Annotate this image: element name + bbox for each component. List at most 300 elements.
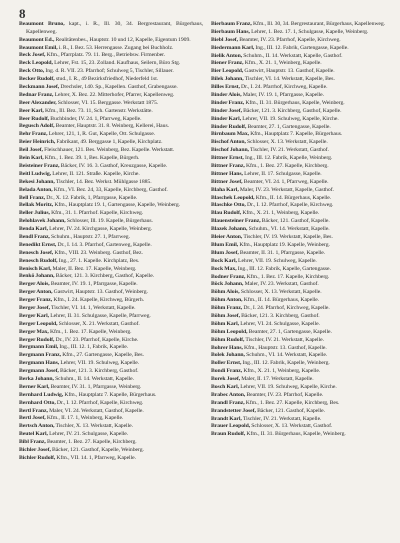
directory-entry — [19, 439, 203, 447]
entry-name: Blauensteiner Franz, — [211, 218, 261, 225]
entry-details: Beamter, 27. 1, Gartengasse, Kapelle. — [247, 123, 331, 130]
entry-name: Brandstetter Josef, — [211, 407, 256, 414]
directory-entry — [211, 234, 395, 242]
entry-name: Bierbaum Franz, — [211, 21, 252, 27]
directory-entry — [211, 84, 395, 92]
entry-details: Dr., I. 24. Pfarrhof, Kirchweg, Kapelle. — [241, 84, 328, 91]
entry-details: Lehrer, VII. 19. Schulweg, Kapelle. — [238, 257, 317, 264]
entry-details: Lehrer, Fst. 15, 23. Zolland. Kaufhaus, Seilern, Büro Stg. — [54, 60, 181, 67]
directory-entry — [211, 400, 395, 408]
entry-details: Fleischhauer, 121. Bes. Weinberg, Bez. Kapelle. Werkstatt. — [44, 147, 175, 154]
entry-details: Ing., III. 12. 1, Fabrik, Kapelle. — [59, 344, 129, 351]
entry-name: Beller Julius, — [19, 210, 50, 217]
entry-details: Kfm., 31. 1. Pfarrhof. Kapelle, Kirchweg. — [51, 210, 144, 217]
entry-name: Berka Johann, — [19, 375, 54, 382]
entry-details: Maler, IV. 19. 1, Pfarrgasse, Kapelle. — [242, 92, 325, 99]
directory-entry — [211, 242, 395, 250]
directory-entry — [211, 68, 395, 76]
entry-details: Schuhm., II. 14. Werkstatt, Kapelle. — [55, 375, 135, 382]
entry-name: Borek Josef, — [211, 376, 241, 383]
entry-name: Beckmann Josef, — [19, 84, 60, 91]
entry-name: Birnbaum Max, — [211, 131, 250, 138]
directory-entry — [211, 368, 395, 376]
directory-entry — [211, 337, 395, 345]
entry-details: Tischler, 14. Bez. Werkst. Mühlgasse 1885. — [55, 178, 152, 185]
entry-details: Kfm., 1. Bez. 27. Kapelle, Kirchberg. — [245, 163, 329, 170]
entry-name: Bischof Johann, — [211, 147, 249, 154]
entry-details: Dr., X. 12. Fabrik, 1, Pfarrgasse, Kapelle. — [46, 194, 138, 201]
entry-details: Kfm., VIII. 23. Weinberg. Gasthof, Bez. — [54, 249, 143, 256]
entry-name: Boller Ernst, — [211, 360, 242, 367]
entry-name: Bierbaum Hans, — [211, 28, 250, 35]
entry-name: Bolek Johann, — [211, 352, 245, 359]
entry-details: Kfm., X. 21. 1, Weinberg, Kapelle. — [244, 60, 322, 67]
entry-name: Bertsch Anton, — [19, 423, 55, 430]
directory-entry — [19, 376, 203, 384]
directory-entry — [211, 100, 395, 108]
entry-name: Beitl Ludwig, — [19, 170, 52, 177]
entry-details: Kfm., VI. Bez. 24, 33, Kapelle, Kirchberg, Gasthof. — [53, 186, 168, 193]
directory-entry — [211, 289, 395, 297]
entry-details: Beamter, 1. Bez. 27. Kapelle, Kirchberg. — [46, 439, 137, 446]
entry-name: Belada Anton, — [19, 186, 53, 193]
entry-name: Bernhard Otto, — [19, 399, 56, 406]
entry-name: Benedikt Ernst, — [19, 241, 57, 248]
entry-name: Beutel Karl, — [19, 431, 48, 438]
entry-name: Blau Rudolf, — [211, 210, 242, 217]
directory-entry — [19, 226, 203, 234]
entry-name: Bendl Franz, — [19, 233, 50, 240]
entry-details: Beamter, II. 31. 1, Pfarrgasse, Kapelle. — [239, 249, 326, 256]
entry-name: Bittner Ernst, — [211, 155, 244, 162]
entry-name: Bier Leopold, — [211, 68, 244, 75]
entry-details: Buchbinder, IV. 24. 1, Pfarrweg, Kapelle. — [50, 115, 142, 122]
directory-entry — [19, 179, 203, 187]
entry-name: Berger Leopold, — [19, 320, 58, 327]
entry-name: Binder Franz, — [211, 99, 245, 106]
directory-entry — [19, 392, 203, 400]
directory-entry — [211, 352, 395, 360]
entry-details: Beamter, IV. 23. Pfarrhof, Kapelle, Kirchweg. — [239, 36, 341, 43]
directory-entry — [19, 258, 203, 266]
entry-name: Bednar Franz, — [19, 91, 54, 98]
directory-entry — [19, 108, 203, 116]
entry-name: Bosch Karl, — [211, 383, 240, 390]
entry-details: Beamter, VI. 24. 1, Pfarrweg, Kapelle. — [243, 178, 329, 185]
entry-details: Lehrer, X. Bez. 22. Mitterhofer, Pfarrer, Kapellenweg. — [54, 91, 175, 98]
directory-entry — [19, 447, 203, 455]
entry-details: Kfm., II. 17. 1, Weinberg, Kapelle. — [46, 415, 124, 422]
entry-details: Bäcker, 121. Gasthof, Kapelle. — [261, 218, 330, 225]
entry-details: Schuhm., VI. 14. Werkstatt, Kapelle. — [246, 352, 328, 359]
directory-entry — [19, 313, 203, 321]
directory-entry — [19, 131, 203, 139]
entry-details: Schlosser, X. 13. Werkstatt, Gasthof. — [251, 423, 333, 430]
entry-details: kapt., i. R., Ill. 30, 34. Bergrestaurant, Bürgerhaus, Kapellenweg. — [26, 21, 203, 35]
directory-entry — [211, 376, 395, 384]
directory-entry — [19, 21, 203, 37]
entry-details: Fabrikant, 49. Berggasse 1, Kapelle, Kirchplatz. — [56, 139, 163, 146]
entry-details: Dr., I. 14. 3. Pfarrhof, Gartenweg, Kapelle. — [57, 241, 152, 248]
entry-details: Schlosser, X. 13. Werkstatt, Kapelle. — [240, 289, 322, 296]
entry-details: Ing., III. 12. Fabrik, Kapelle, Weinberg. — [245, 155, 333, 162]
directory-entry — [211, 408, 395, 416]
entry-name: Benda Karl, — [19, 226, 48, 233]
entry-name: Bibl Franz, — [19, 439, 46, 446]
entry-name: Brabec Anton, — [211, 391, 246, 398]
directory-entry — [19, 210, 203, 218]
directory-entry — [19, 116, 203, 124]
directory-entry — [211, 45, 395, 53]
directory-entry — [19, 76, 203, 84]
entry-details: Tischler, IV. 21. Werkstatt, Kapelle. — [242, 415, 322, 422]
entry-name: Böhm Alois, — [211, 289, 240, 296]
entry-details: Bäcker, 121. 3. Kirchberg, Gasthof, Kapelle. — [55, 273, 155, 280]
entry-details: Maler, VI. 24. Werkstatt, Gasthof, Kapelle. — [49, 407, 144, 414]
entry-details: Bäcker, 121. 3. Kirchberg, Gasthof, Kapelle. — [243, 107, 342, 114]
entry-details: Tischler, X. 13. Werkstatt, Kapelle. — [55, 423, 133, 430]
entry-name: Biebl Josef, — [211, 36, 239, 43]
directory-entry — [211, 139, 395, 147]
directory-entry — [211, 29, 395, 37]
entry-name: Bertl Franz, — [19, 407, 48, 414]
entry-details: Schlosser, VI. 15. Berggasse. Werkstatt 1875. — [57, 99, 159, 106]
entry-details: Dr., I. 12. Pfarrhof, Kapelle, Kirchweg. — [247, 202, 334, 209]
entry-name: Billes Ernst, — [211, 84, 240, 91]
entry-details: Beamter, IV. 23. Pfarrhof, Kapelle. — [246, 391, 324, 398]
entry-details: Lehrer, IV. 21. Schulgasse, Kapelle. — [49, 431, 129, 438]
entry-name: Bohrer Hans, — [211, 344, 243, 351]
directory-entry — [211, 305, 395, 313]
entry-name: Bernhard Ludwig, — [19, 391, 64, 398]
entry-name: Berger Franz, — [19, 297, 53, 304]
entry-name: Bilek Johann, — [211, 76, 244, 83]
directory-entry — [211, 116, 395, 124]
directory-entry — [211, 297, 395, 305]
entry-details: Kfm., Hauptstr. 13. Gasthof, Kapelle. — [244, 344, 327, 351]
entry-name: Bergmann Franz, — [19, 352, 62, 359]
directory-entry — [19, 297, 203, 305]
entry-name: Berger Alois, — [19, 281, 50, 288]
entry-details: Tischler, VI. 14. Werkstatt, Kapelle, Bes. — [244, 76, 335, 83]
left-column — [19, 21, 203, 463]
entry-details: Dr., I. 24. Pfarrhof, Kirchweg, Kapelle. — [243, 305, 330, 312]
entry-name: Berger Max, — [19, 328, 49, 335]
entry-details: Kfm., II. 31. Bürgerhaus, Kapelle, Weinberg. — [245, 99, 345, 106]
entry-name: Brandt Karl, — [211, 415, 242, 422]
directory-entry — [19, 431, 203, 439]
entry-details: Kfm., Pfarrplatz. 79. 11. Berg., Betriebsw. Firmenber. — [46, 52, 166, 59]
entry-details: Ing., III. 12. Fabrik, Gartengasse, Kapelle. — [255, 44, 349, 51]
directory-entry — [211, 108, 395, 116]
entry-name: Blaschke Otto, — [211, 202, 246, 209]
entry-details: Realitätenbes., Hauptstr. 10 und 12, Kapelle, Eigentum 1909. — [55, 36, 191, 43]
entry-details: Kfm., 1. Bez. 17. Kapelle, Kirchberg. — [246, 273, 330, 280]
entry-details: Kfm., Ill. Bez. 73. 11, Sch. Gartenstr. Werkstätte. — [44, 107, 153, 114]
entry-name: Braun Rudolf, — [211, 431, 246, 438]
entry-name: Binder Josef, — [211, 107, 242, 114]
entry-name: Biener Franz, — [211, 60, 244, 67]
directory-entry — [19, 37, 203, 45]
entry-name: Beck Otto, — [19, 68, 45, 75]
entry-details: Kfm., 27. Gartengasse, Kapelle, Bes. — [62, 352, 144, 359]
entry-name: Bondi Franz, — [211, 368, 243, 375]
entry-details: Schuhm., II. 14. Werkstatt, Kapelle, Gasthof. — [243, 52, 343, 59]
directory-entry — [211, 171, 395, 179]
entry-name: Berger Anton, — [19, 289, 53, 296]
entry-details: Dr., I. 12. Pfarrhof, Kapelle, Kirchweg. — [56, 399, 144, 406]
entry-name: Bittner Franz, — [211, 163, 245, 170]
entry-details: Schuhm., VI. 14. Werkstatt, Kapelle. — [248, 226, 330, 233]
entry-name: Beer Karl, — [19, 107, 44, 114]
directory-entry — [19, 218, 203, 226]
directory-entry — [19, 147, 203, 155]
entry-name: Bielik Anton, — [211, 52, 243, 59]
entry-details: stud., I. R., 49 Bezirksfriedhof, Niederfeld 1st. — [55, 76, 159, 83]
entry-name: Binder Karl, — [211, 115, 242, 122]
entry-name: Bekesi Johann, — [19, 178, 55, 185]
directory-entry — [211, 258, 395, 266]
directory-entry — [211, 76, 395, 84]
entry-name: Benesch Josef, — [19, 249, 54, 256]
directory-entry — [211, 21, 395, 29]
entry-name: Böhm Karl, — [211, 320, 240, 327]
entry-details: Beamter, 27. 1, Gartengasse, Kapelle. — [248, 328, 332, 335]
entry-name: Berger Karl, — [19, 312, 50, 319]
entry-details: Ing., III. 12. Fabrik, Kapelle, Weinberg. — [242, 360, 330, 367]
directory-entry — [211, 392, 395, 400]
entry-details: Ing., III. 12. Fabrik, Kapelle, Gartengasse. — [237, 265, 331, 272]
entry-name: Behr Franz, — [19, 131, 48, 138]
directory-entry — [19, 415, 203, 423]
directory-entry — [211, 179, 395, 187]
directory-entry — [211, 92, 395, 100]
entry-details: Gastwirt, Hauptstr. 13. Gasthof, Weinberg. — [53, 289, 148, 296]
entry-details: Maler, II. 17. Werkstatt, Kapelle. — [241, 376, 314, 383]
directory-entry — [19, 123, 203, 131]
directory-entry — [19, 242, 203, 250]
entry-name: Benisch Karl, — [19, 265, 52, 272]
entry-details: Kfm., X. 21. 1, Weinberg, Kapelle. — [242, 210, 320, 217]
entry-name: Bergmann Josef, — [19, 368, 59, 375]
entry-details: i. R., I. Bez. 53. Herrengasse. Zugang bei Buchholz. — [58, 44, 174, 51]
entry-name: Becker Rudolf, — [19, 76, 55, 83]
right-column — [211, 21, 395, 439]
entry-name: Beier Heinrich, — [19, 139, 56, 146]
entry-details: Ing. d. R. VII. 23. Pfarrhof; Schulweg 5, Tischler, Sillauer. — [45, 68, 174, 75]
entry-details: Beamter, IV. 31. 1, Pfarrgasse, Weinberg. — [50, 383, 142, 390]
entry-name: Beer Alexander, — [19, 99, 57, 106]
directory-entry — [19, 368, 203, 376]
directory-entry — [211, 131, 395, 139]
directory-entry — [19, 281, 203, 289]
entry-details: Kfm., Hauptplatz 7. Kapelle, Bürgerhaus. — [64, 391, 157, 398]
entry-name: Bein Karl, — [19, 155, 44, 162]
entry-details: Kfm., 1. Bez. 27. Kapelle, Kirchberg, Bes. — [245, 399, 340, 406]
entry-name: Begusch Adolf, — [19, 123, 55, 130]
directory-entry — [19, 384, 203, 392]
directory-entry — [19, 68, 203, 76]
entry-details: Lehrer, VII. 19. Schulweg, Kapelle, Kirche. — [240, 383, 337, 390]
entry-name: Bischof Anton, — [211, 139, 246, 146]
entry-name: Brandl Franz, — [211, 399, 245, 406]
directory-entry — [19, 234, 203, 242]
entry-details: Maler, IV. 23. Werkstatt, Kapelle, Gasthof. — [239, 186, 334, 193]
entry-name: Bock Max, — [211, 265, 237, 272]
entry-name: Bodner Franz, — [211, 273, 246, 280]
entry-details: Schuhm., Hauptstr. 27. 1, Pfarrweg. — [51, 233, 130, 240]
entry-name: Beaumont Ed., — [19, 36, 55, 43]
entry-details: Lehrer, II. 121. Straße. Kapelle, Kirche. — [52, 170, 140, 177]
directory-entry — [19, 423, 203, 431]
entry-details: Lehrer, 121, 1, R. Gut, Kapelle, Ott. Schulgasse. — [48, 131, 156, 138]
entry-details: Kfm., X. 21. 1, Weinberg, Kapelle. — [243, 368, 321, 375]
directory-entry — [211, 321, 395, 329]
entry-name: Berner Karl, — [19, 383, 50, 390]
directory-entry — [19, 400, 203, 408]
entry-details: Ing., 27. 1. Kapelle. Kirchplatz, Bes. — [58, 257, 140, 264]
entry-name: Binder Alois, — [211, 92, 242, 99]
directory-entry — [19, 187, 203, 195]
entry-details: Kfm., Ill. 30, 34. Bergrestaurant, Bürgerhaus, Kapellenweg. — [252, 21, 386, 27]
entry-name: Brauer Leopold, — [211, 423, 251, 430]
entry-details: Schlosser, X. 13. Werkstatt, Kapelle. — [247, 139, 328, 146]
entry-details: Bäcker, 121. Gasthof, Kapelle. — [257, 407, 326, 414]
entry-details: Maler, II. Bez. 17. Kapelle, Weinberg. — [52, 265, 137, 272]
entry-details: Kfm., I. 24. Kapelle, Kirchweg, Bürgerh. — [53, 297, 145, 304]
entry-name: Bergmann Emil, — [19, 344, 59, 351]
directory-entry — [211, 329, 395, 337]
entry-details: Schlosser, X. 21. Werkstatt, Gasthof. — [58, 320, 140, 327]
entry-details: Kfm., VII. 14. 1, Pfarrweg, Kapelle. — [56, 454, 136, 461]
directory-entry — [211, 313, 395, 321]
entry-name: Bergmann Hans, — [19, 360, 60, 367]
directory-entry — [19, 139, 203, 147]
entry-name: Bertl Josef, — [19, 415, 46, 422]
entry-name: Bellak Moritz, — [19, 202, 54, 209]
entry-name: Böck Johann, — [211, 281, 244, 288]
directory-entry — [19, 250, 203, 258]
directory-entry — [211, 37, 395, 45]
entry-name: Böhm Anton, — [211, 297, 243, 304]
entry-details: Kfm., Hauptplatz 19. Kapelle, Weinberg. — [239, 241, 330, 248]
directory-entry — [211, 155, 395, 163]
entry-details: Beamter, Hauptstr. 31. 8. Weinberg, Kellerei, Haus. — [55, 123, 169, 130]
directory-entry — [211, 187, 395, 195]
entry-name: Biedermann Karl, — [211, 44, 255, 51]
entry-details: Maler, IV. 23. Werkstatt, Gasthof. — [244, 281, 319, 288]
entry-details: Kfm., II. 14. Bürgerhaus, Kapelle. — [255, 194, 332, 201]
entry-name: Beer Rudolf, — [19, 115, 50, 122]
entry-details: Tischler, IV. 21. Werkstatt, Kapelle. — [245, 336, 324, 343]
entry-details: Kfm., 1. Bez. 39. 1, Bes. Kapelle, Bürgerh. — [44, 155, 140, 162]
entry-name: Bock Karl, — [211, 257, 237, 264]
entry-details: Lehrer, II. 31. Schulgasse, Kapelle, Pfarrweg. — [50, 312, 151, 319]
entry-details: Tischler, IV. 19. Werkstatt, Kapelle, Bes. — [243, 234, 333, 241]
entry-name: Böhm Rudolf, — [211, 336, 245, 343]
directory-entry — [211, 345, 395, 353]
directory-entry — [19, 100, 203, 108]
directory-entry — [19, 329, 203, 337]
entry-details: Gastwirt, Hauptstr. 13. Gasthof, Kapelle. — [244, 68, 335, 75]
page-number: 8 — [19, 6, 26, 21]
entry-name: Blazek Johann, — [211, 226, 248, 233]
entry-name: Bittner Josef, — [211, 178, 243, 185]
entry-details: Beamter, IV. 19. 1, Pfarrgasse, Kapelle. — [50, 281, 138, 288]
entry-name: Böhm Franz, — [211, 305, 243, 312]
directory-entry — [19, 155, 203, 163]
entry-name: Binder Rudolf, — [211, 123, 247, 130]
directory-entry — [211, 384, 395, 392]
entry-name: Berger Josef, — [19, 304, 50, 311]
directory-entry — [211, 250, 395, 258]
entry-details: Kfm., II. 31. Bürgerhaus, Kapelle, Weinberg. — [246, 431, 346, 438]
entry-details: Kfm., Hauptplatz 19. 1, Gartengasse, Kapelle, Weinberg. — [54, 202, 181, 209]
entry-name: Belohlavek Johann, — [19, 218, 66, 225]
entry-name: Bell Franz, — [19, 194, 46, 201]
entry-name: Beil Josef, — [19, 147, 43, 154]
entry-name: Böhm Josef, — [211, 312, 240, 319]
directory-entry — [19, 171, 203, 179]
directory-entry — [211, 360, 395, 368]
directory-entry — [19, 352, 203, 360]
directory-entry — [19, 84, 203, 92]
directory-entry — [19, 305, 203, 313]
entry-name: Beaumont Emil, — [19, 44, 58, 51]
entry-details: Lehrer, II. 17. Schulgasse, Kapelle. — [244, 170, 322, 177]
entry-name: Beck Josef, — [19, 52, 46, 59]
entry-name: Blaha Karl, — [211, 186, 239, 193]
entry-name: Blum Emil, — [211, 241, 239, 248]
entry-details: Schlosser, Ill. 19. Kapelle, Bürgerhaus. — [66, 218, 153, 225]
entry-name: Blaschek Leopold, — [211, 194, 255, 201]
directory-entry — [19, 337, 203, 345]
directory-entry — [19, 321, 203, 329]
entry-name: Bleier Anton, — [211, 234, 243, 241]
directory-entry — [211, 218, 395, 226]
entry-details: Bäcker, 121. 3. Kirchberg, Gasthof. — [241, 312, 320, 319]
directory-entry — [211, 266, 395, 274]
entry-details: Lehrer, VI. 24. Schulgasse, Kapelle. — [240, 320, 320, 327]
directory-entry — [19, 92, 203, 100]
entry-name: Bichler Rudolf, — [19, 454, 56, 461]
entry-name: Beisteiner Franz, — [19, 162, 60, 169]
entry-details: Tischler, VI. 14. 1, Werkstatt, Kapelle. — [51, 304, 136, 311]
entry-name: Beck Leopold, — [19, 60, 53, 67]
directory-entry — [211, 147, 395, 155]
entry-name: Böhm Leopold, — [211, 328, 248, 335]
entry-details: Kfm., 1. Bez. 17. Kapelle, Weinberg. — [49, 328, 132, 335]
entry-name: Bittner Hans, — [211, 170, 243, 177]
directory-entry — [19, 163, 203, 171]
entry-name: Benesch Rudolf, — [19, 257, 58, 264]
entry-details: Kfm., Hauptplatz 7. Kapelle, Bürgerhaus. — [250, 131, 343, 138]
entry-details: Lehrer, VII. 19. Schulweg, Kapelle. — [60, 360, 140, 367]
entry-name: Beaumont Bruno, — [19, 21, 65, 27]
entry-details: Dr., IV. 23. Pfarrhof, Kapelle, Kirche. — [55, 336, 139, 343]
entry-details: Tischler, IV. 21. Werkstatt, Gasthof. — [250, 147, 329, 154]
directory-entry — [211, 163, 395, 171]
entry-details: Drechsler, 140. Sp., Kapellen. Gasthof, Grabengasse. — [60, 84, 178, 91]
directory-entry — [211, 431, 395, 439]
entry-details: Bäcker, 121. Gasthof, Kapelle, Weinberg. — [52, 447, 144, 453]
directory-entry — [19, 455, 203, 463]
directory-entry — [19, 60, 203, 68]
entry-name: Berger Rudolf, — [19, 336, 55, 343]
entry-details: Lehrer, IV. 24. Kirchgasse, Kapelle, Weinberg. — [49, 226, 153, 233]
entry-name: Benkö Johann, — [19, 273, 55, 280]
directory-entry — [19, 289, 203, 297]
